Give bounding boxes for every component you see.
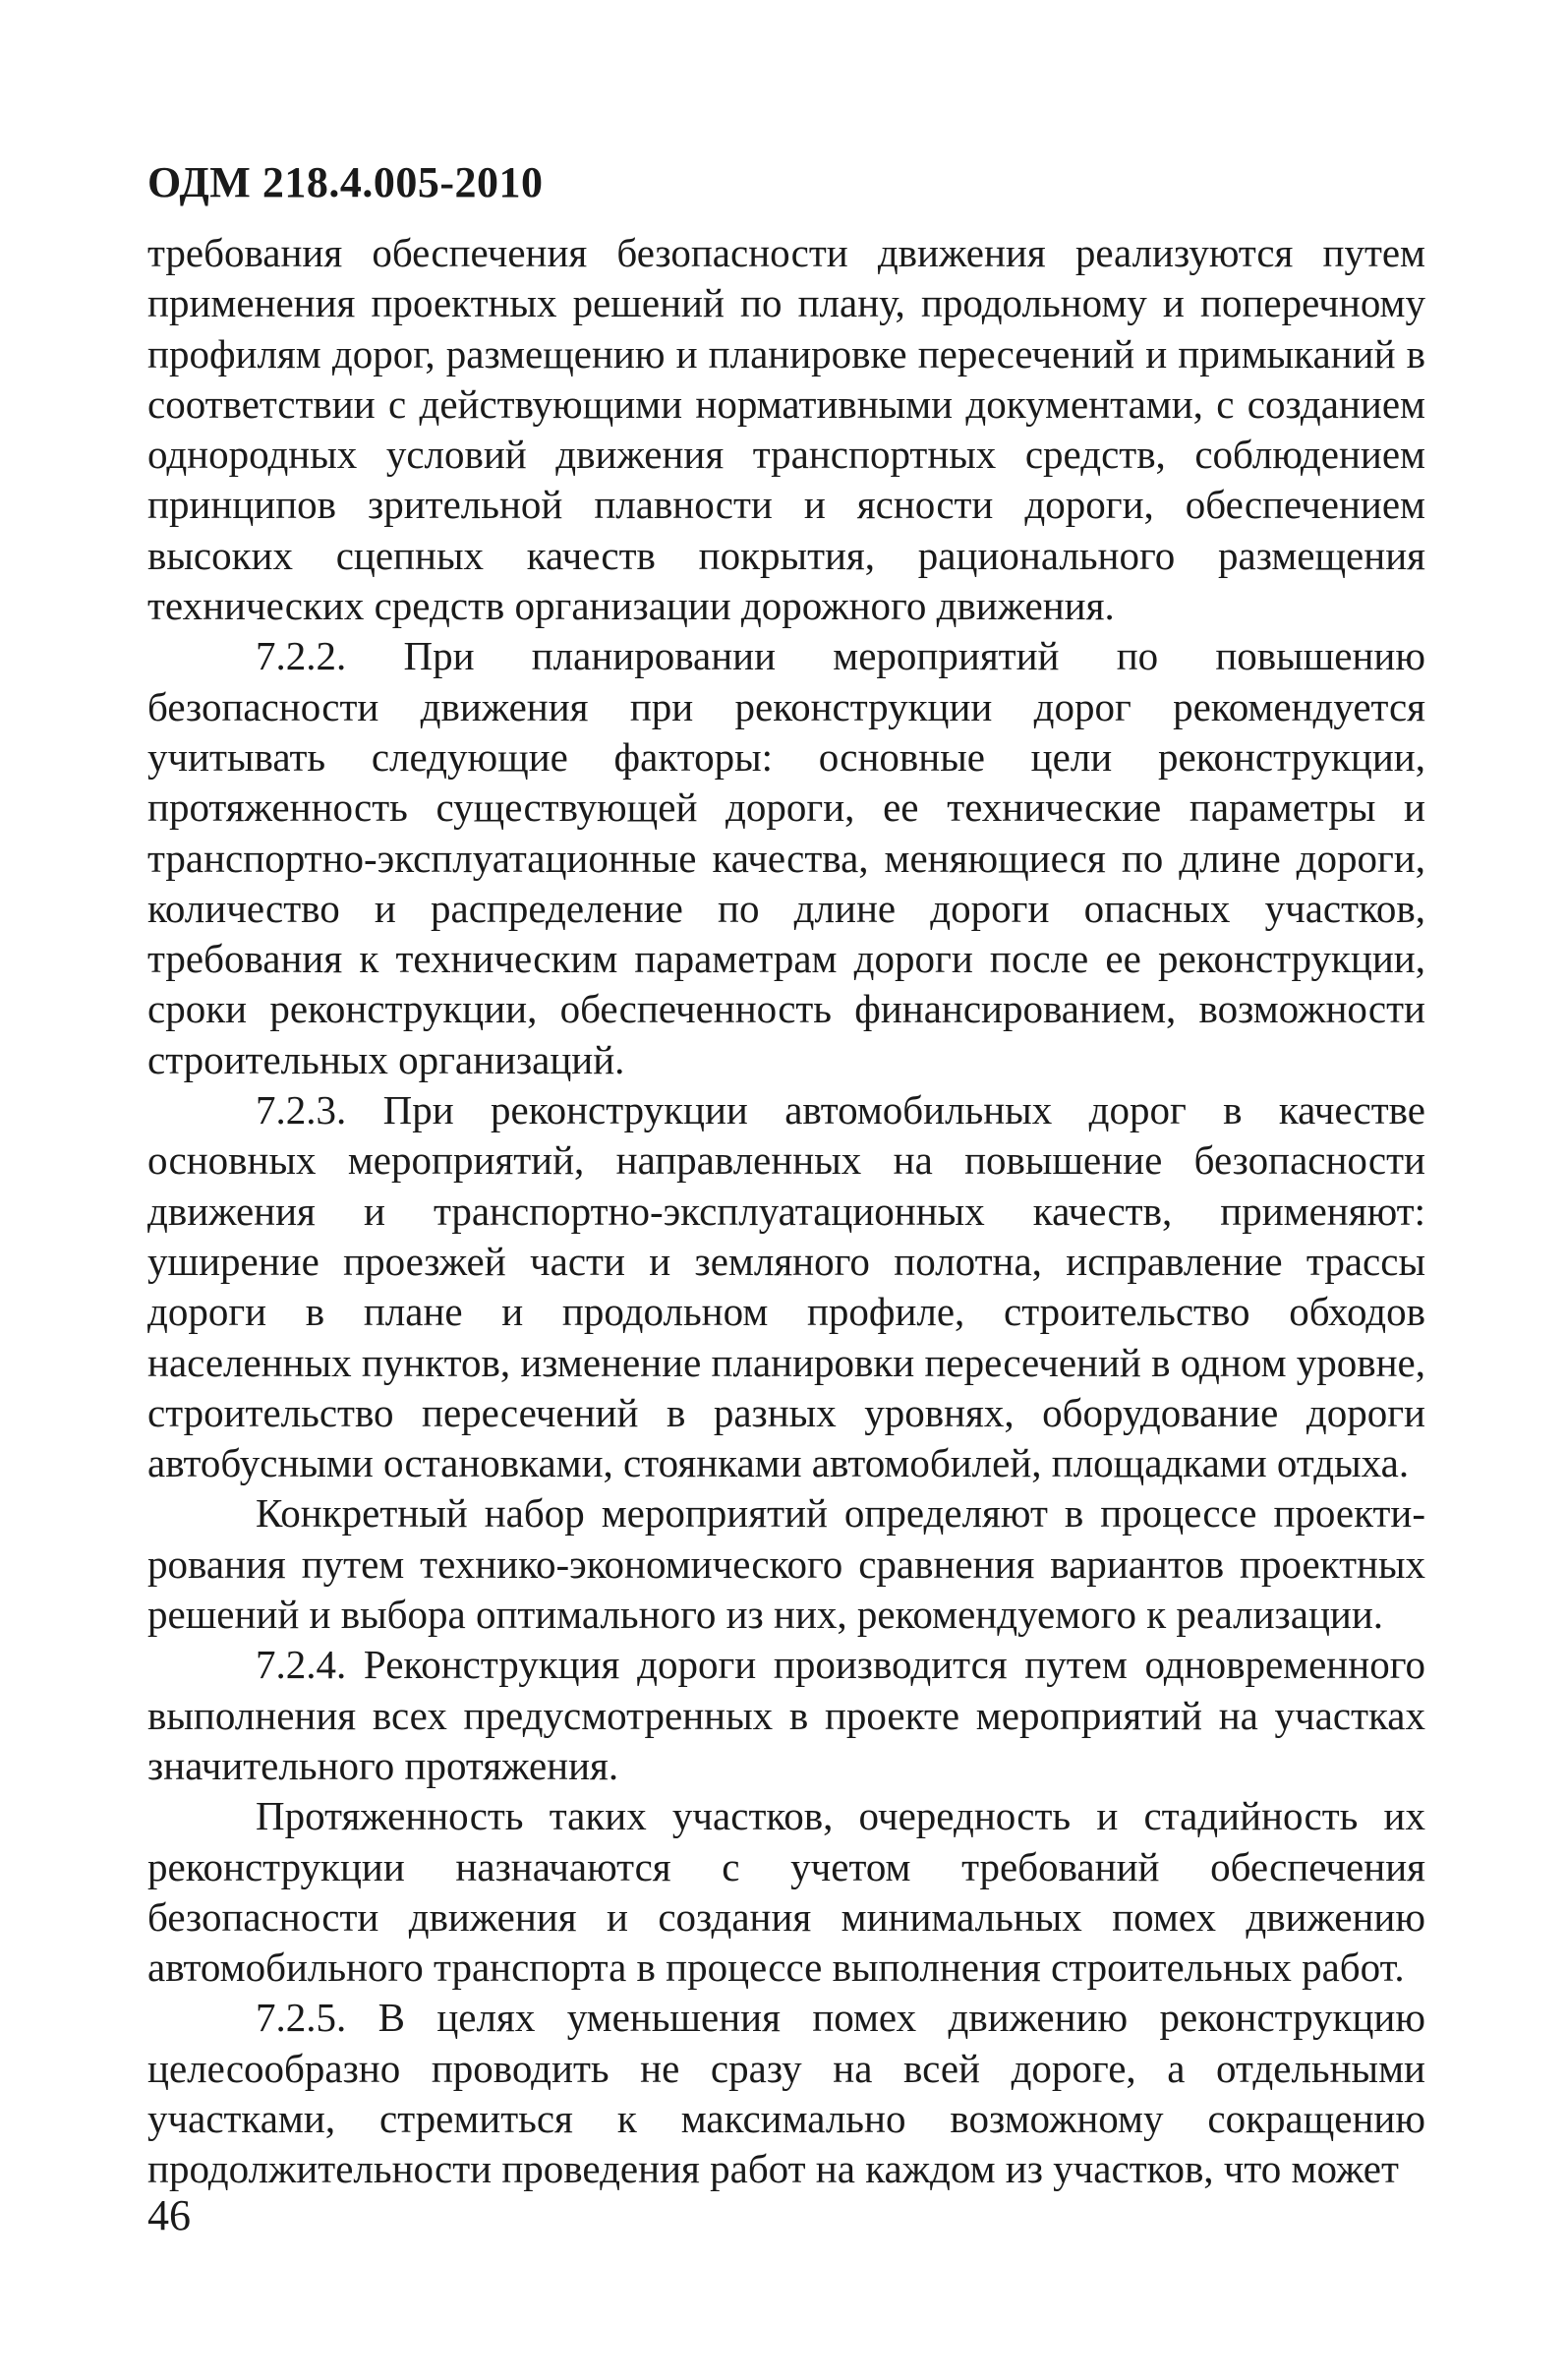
document-code-header: ОДМ 218.4.005-2010	[147, 158, 544, 206]
paragraph-continuation: требования обеспечения безопасности движения реализуются путем применения проектных решений по плану, продольному и поперечному профилям дорог, размещению и планировке пересечений и примыканий в соответствии с действующими нормативными документами, с созданием однородных условий движения транспортных средств, соблюдением принципов зрительной плавности и ясности дороги, обеспечением высоких сцепных качеств покрытия, рационального размещения технических средств организации дорожного движения.	[147, 230, 1425, 629]
page-number: 46	[147, 2191, 191, 2239]
paragraph-7-2-2: 7.2.2. При планировании мероприятий по повышению безопасности движения при реконструкции дорог рекомендуется учитывать следующие факторы: основные цели реконструкции, протяженность существующей дороги, ее технические параметры и транспортно-эксплуатационные качества, меняющиеся по длине дороги, количество и распределение по длине дороги опасных участков, требования к техническим параметрам дороги после ее реконструкции, сроки реконструкции, обеспеченность финансированием, возможности строительных организаций.	[147, 633, 1425, 1082]
document-page	[147, 0, 1425, 2380]
body-text	[147, 228, 1425, 2195]
paragraph-measures-selection: Конкретный набор мероприятий определяют в процессе проектирования путем технико-экономического сравнения вариантов проектных решений и выбора оптимального из них, рекомендуемого к реализации.	[147, 1490, 1425, 1638]
paragraph-sections-length: Протяженность таких участков, очередность и стадийность их реконструкции назначаются с учетом требований обеспечения безопасности движения и создания минимальных помех движению автомобильного транспорта в процессе выполнения строительных работ.	[147, 1793, 1425, 1991]
paragraph-7-2-3: 7.2.3. При реконструкции автомобильных дорог в качестве основных мероприятий, направленных на повышение безопасности движения и транспортно-эксплуатационных качеств, применяют: уширение проезжей части и земляного полотна, исправление трассы дороги в плане и продольном профиле, строительство обходов населенных пунктов, изменение планировки пересечений в одном уровне, строительство пересечений в разных уровнях, оборудование дороги автобусными остановками, стоянками автомобилей, площадками отдыха.	[147, 1087, 1426, 1486]
paragraph-7-2-5: 7.2.5. В целях уменьшения помех движению реконструкцию целесообразно проводить не сразу на всей дороге, а отдельными участками, стремиться к максимально возможному сокращению продолжительности проведения работ на каждом из участков, что может	[147, 1995, 1425, 2192]
paragraph-7-2-4: 7.2.4. Реконструкция дороги производится путем одновременного выполнения всех предусмотренных в проекте мероприятий на участках значительного протяжения.	[147, 1642, 1425, 1788]
